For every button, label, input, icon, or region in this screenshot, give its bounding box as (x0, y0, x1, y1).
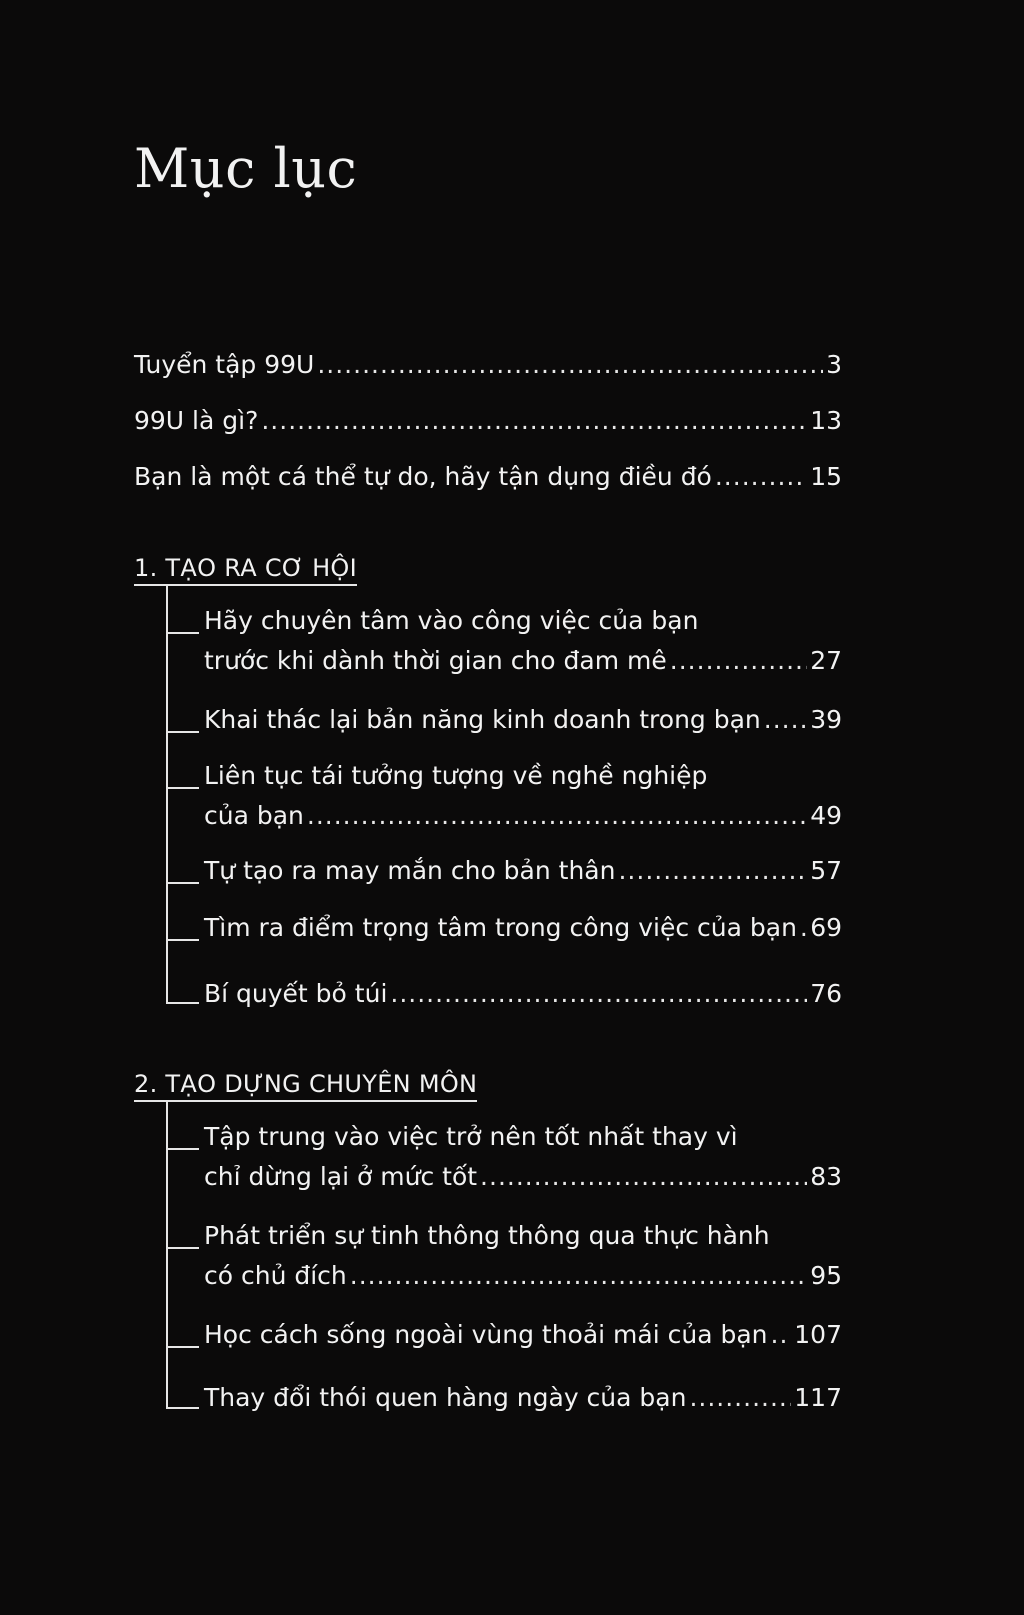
toc-entry-title: 99U là gì? (134, 406, 259, 435)
toc-entry[interactable] (204, 915, 842, 940)
toc-entry-title: có chủ đích (204, 1261, 347, 1290)
toc-entry[interactable] (204, 981, 842, 1006)
dot-leader (670, 648, 807, 673)
toc-entry[interactable] (134, 408, 842, 433)
toc-page-number: 39 (810, 705, 842, 734)
toc-entry-title[interactable]: Hãy chuyên tâm vào công việc của bạn (204, 606, 699, 635)
toc-entry-title: Học cách sống ngoài vùng thoải mái của bạn (204, 1320, 768, 1349)
tree-branch (166, 1247, 199, 1249)
tree-branch (166, 1148, 199, 1150)
tree-branch (166, 731, 199, 733)
dot-leader (771, 1322, 792, 1347)
toc-entry-title[interactable]: Tập trung vào việc trở nên tốt nhất thay vì (204, 1122, 738, 1151)
dot-leader (261, 408, 807, 433)
toc-entry-title[interactable]: Liên tục tái tưởng tượng về nghề nghiệp (204, 761, 708, 790)
toc-page-number: 69 (810, 913, 842, 942)
page-title: Mục lục (134, 137, 358, 200)
toc-page-number: 57 (810, 856, 842, 885)
toc-page-number: 76 (810, 979, 842, 1008)
toc-entry-title: Khai thác lại bản năng kinh doanh trong bạn (204, 705, 761, 734)
tree-branch (166, 1002, 199, 1004)
toc-entry-title: Tuyển tập 99U (134, 350, 315, 379)
toc-entry[interactable] (204, 1385, 842, 1410)
toc-entry[interactable] (204, 648, 842, 673)
toc-entry-title: chỉ dừng lại ở mức tốt (204, 1162, 478, 1191)
tree-branch (166, 787, 199, 789)
tree-branch (166, 1407, 199, 1409)
dot-leader (618, 858, 807, 883)
tree-branch (166, 632, 199, 634)
dot-leader (307, 803, 807, 828)
toc-entry[interactable] (134, 464, 842, 489)
dot-leader (800, 915, 807, 940)
toc-entry-title: trước khi dành thời gian cho đam mê (204, 646, 667, 675)
dot-leader (317, 352, 823, 377)
toc-page-number: 83 (810, 1162, 842, 1191)
section-heading[interactable]: 1. TẠO RA CƠ HỘI (134, 556, 357, 586)
toc-entry-title: của bạn (204, 801, 304, 830)
toc-entry[interactable] (204, 1322, 842, 1347)
toc-entry-title: Thay đổi thói quen hàng ngày của bạn (204, 1383, 687, 1412)
dot-leader (480, 1164, 807, 1189)
toc-page-number: 15 (810, 462, 842, 491)
dot-leader (689, 1385, 791, 1410)
toc-entry[interactable] (204, 1164, 842, 1189)
dot-leader (390, 981, 807, 1006)
dot-leader (350, 1263, 807, 1288)
toc-page-number: 107 (794, 1320, 842, 1349)
dot-leader (764, 707, 807, 732)
tree-branch (166, 1346, 199, 1348)
toc-entry[interactable] (204, 707, 842, 732)
toc-entry-title: Bí quyết bỏ túi (204, 979, 388, 1008)
toc-entry-title[interactable]: Phát triển sự tinh thông thông qua thực hành (204, 1221, 770, 1250)
toc-entry[interactable] (204, 803, 842, 828)
toc-entry[interactable] (204, 858, 842, 883)
tree-connector (166, 1100, 168, 1409)
tree-branch (166, 882, 199, 884)
toc-page-number: 3 (826, 350, 842, 379)
dot-leader (715, 464, 807, 489)
toc-page-number: 27 (810, 646, 842, 675)
tree-connector (166, 584, 168, 1004)
toc-entry[interactable] (204, 1263, 842, 1288)
toc-entry-title: Tìm ra điểm trọng tâm trong công việc của bạn (204, 913, 797, 942)
toc-page-number: 117 (794, 1383, 842, 1412)
toc-page-number: 13 (810, 406, 842, 435)
toc-entry[interactable] (134, 352, 842, 377)
toc-page-number: 49 (810, 801, 842, 830)
tree-branch (166, 939, 199, 941)
toc-entry-title: Bạn là một cá thể tự do, hãy tận dụng điều đó (134, 462, 712, 491)
toc-page-number: 95 (810, 1261, 842, 1290)
section-heading[interactable]: 2. TẠO DỰNG CHUYÊN MÔN (134, 1072, 477, 1102)
toc-entry-title: Tự tạo ra may mắn cho bản thân (204, 856, 616, 885)
